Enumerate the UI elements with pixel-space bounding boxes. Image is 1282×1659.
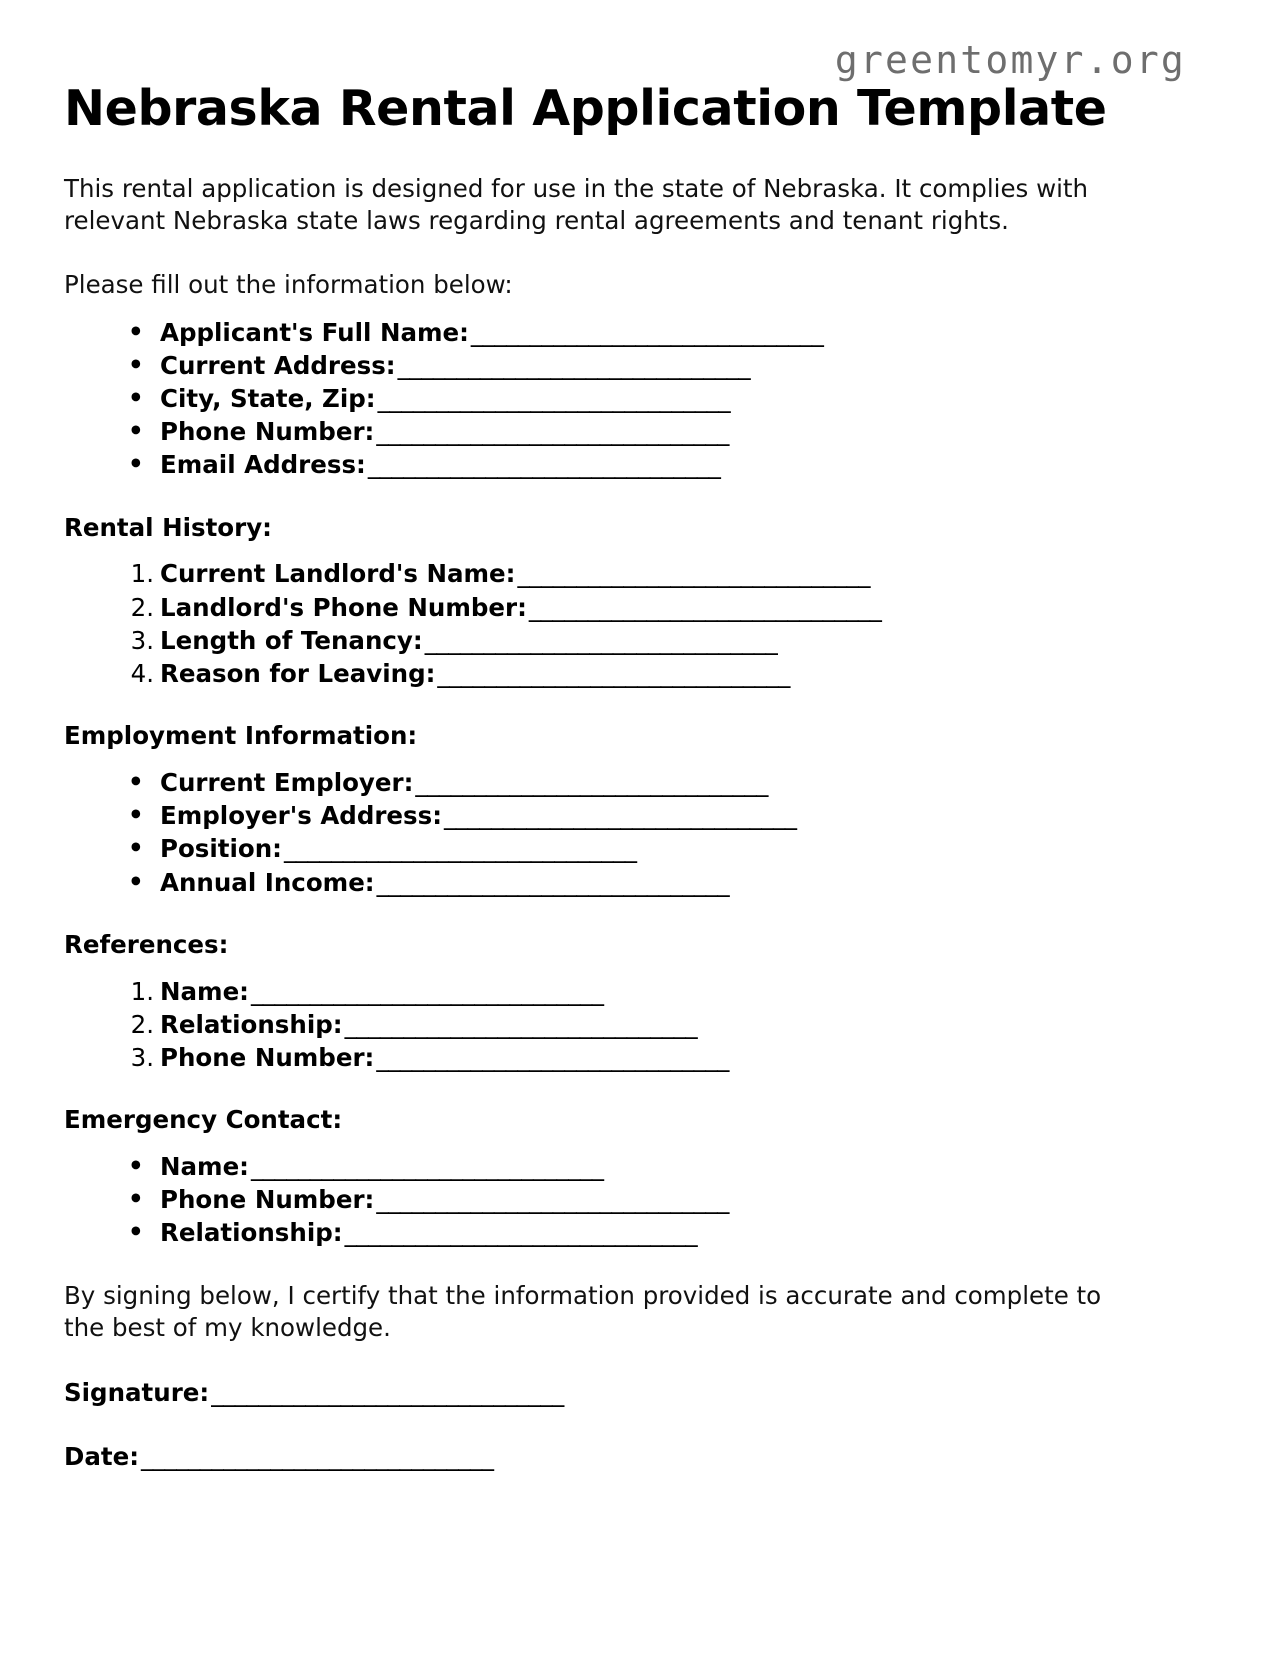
list-item [124, 975, 1218, 1008]
date-blank-line[interactable]: ______________________________ [141, 1441, 494, 1471]
employment-information-list [64, 766, 1218, 899]
list-item [124, 1183, 1218, 1216]
signature-label: Signature: [64, 1377, 210, 1407]
rental-history-list [64, 557, 1218, 690]
page-title: Nebraska Rental Application Template [64, 80, 1107, 137]
field-label: Current Address: [160, 350, 396, 380]
field-blank-line[interactable]: ______________________________ [528, 592, 882, 622]
field-label: Employer's Address: [160, 801, 443, 831]
list-item [124, 382, 1218, 415]
list-item [124, 1008, 1218, 1041]
field-blank-line[interactable]: ______________________________ [376, 1042, 729, 1072]
field-blank-line[interactable]: ______________________________ [437, 658, 790, 688]
field-label: Applicant's Full Name: [160, 317, 469, 347]
field-blank-line[interactable]: ______________________________ [250, 976, 604, 1006]
list-item [124, 415, 1218, 448]
signature-blank-line[interactable]: ______________________________ [211, 1377, 564, 1407]
field-blank-line[interactable]: ______________________________ [444, 801, 797, 831]
field-blank-line[interactable]: ______________________________ [376, 867, 730, 897]
field-label: Current Landlord's Name: [160, 559, 516, 589]
list-item [124, 557, 1218, 590]
list-item [124, 349, 1218, 382]
date-line [64, 1409, 1218, 1473]
date-label: Date: [64, 1441, 139, 1471]
references-list [64, 975, 1218, 1075]
field-label: Phone Number: [160, 1042, 375, 1072]
list-item [124, 624, 1218, 657]
field-label: Reason for Leaving: [160, 658, 436, 688]
list-item [124, 799, 1218, 832]
list-item [124, 1216, 1218, 1249]
signature-line [64, 1345, 1218, 1409]
field-label: Phone Number: [160, 1185, 375, 1215]
fill-out-prompt: Please fill out the information below: [64, 270, 513, 300]
list-item [124, 1041, 1218, 1074]
field-label: Relationship: [160, 1009, 343, 1039]
field-label: Annual Income: [160, 867, 375, 897]
list-item [124, 591, 1218, 624]
field-label: Relationship: [160, 1218, 343, 1248]
list-item [124, 766, 1218, 799]
applicant-fields-list [64, 316, 1218, 482]
field-blank-line[interactable]: ______________________________ [283, 834, 637, 864]
list-item [124, 448, 1218, 481]
field-label: Landlord's Phone Number: [160, 592, 527, 622]
field-blank-line[interactable]: ______________________________ [376, 417, 729, 447]
site-watermark: greentomyr.org [834, 38, 1186, 82]
field-blank-line[interactable]: ______________________________ [517, 559, 870, 589]
section-heading-emergency-contact: Emergency Contact: [64, 1105, 343, 1135]
field-label: City, State, Zip: [160, 383, 376, 413]
field-label: Name: [160, 976, 249, 1006]
field-blank-line[interactable]: ______________________________ [344, 1009, 698, 1039]
list-item [124, 832, 1218, 865]
section-heading-rental-history: Rental History: [64, 512, 272, 542]
field-label: Length of Tenancy: [160, 625, 423, 655]
field-blank-line[interactable]: ______________________________ [367, 450, 721, 480]
list-item [124, 866, 1218, 899]
list-item [124, 1150, 1218, 1183]
field-label: Name: [160, 1151, 249, 1181]
list-item [124, 316, 1218, 349]
certification-paragraph: By signing below, I certify that the information provided is accurate and complete to the best of my knowledge. [64, 1280, 1102, 1343]
emergency-contact-list [64, 1150, 1218, 1250]
field-blank-line[interactable]: ______________________________ [376, 1185, 729, 1215]
field-blank-line[interactable]: ______________________________ [397, 350, 751, 380]
field-blank-line[interactable]: ______________________________ [377, 383, 731, 413]
field-blank-line[interactable]: ______________________________ [344, 1218, 698, 1248]
field-blank-line[interactable]: ______________________________ [470, 317, 824, 347]
field-blank-line[interactable]: ______________________________ [424, 625, 778, 655]
field-label: Position: [160, 834, 282, 864]
section-heading-employment-information: Employment Information: [64, 721, 418, 751]
section-heading-references: References: [64, 929, 229, 959]
field-blank-line[interactable]: ______________________________ [250, 1151, 604, 1181]
list-item [124, 657, 1218, 690]
field-label: Phone Number: [160, 417, 375, 447]
intro-paragraph: This rental application is designed for use in the state of Nebraska. It complies with relevant Nebraska state laws regarding rental agreements and tenant rights. [64, 173, 1089, 236]
field-label: Email Address: [160, 450, 366, 480]
field-label: Current Employer: [160, 767, 414, 797]
field-blank-line[interactable]: ______________________________ [415, 767, 768, 797]
